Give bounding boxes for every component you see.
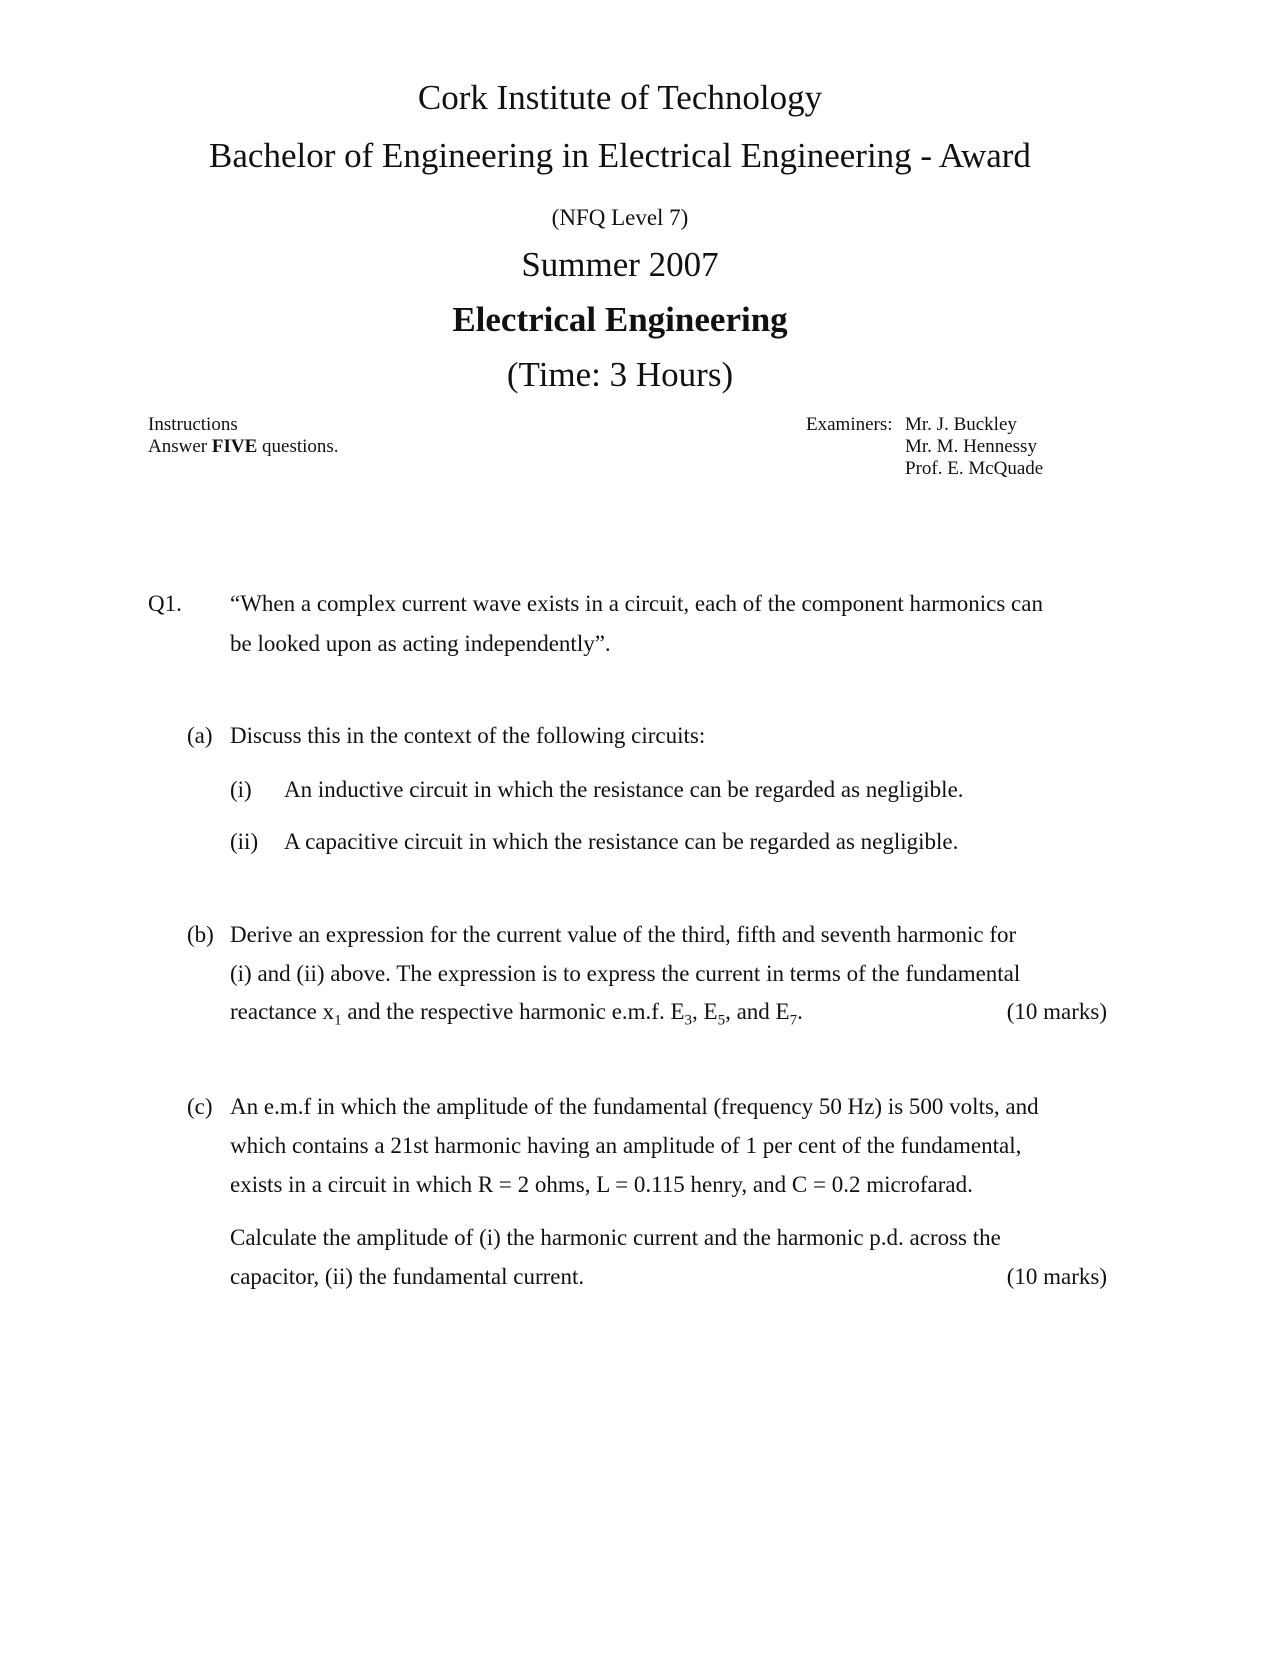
instructions-text: Answer FIVE questions. bbox=[148, 436, 339, 457]
part-a-text: Discuss this in the context of the following circuits: bbox=[230, 723, 706, 748]
instructions-block bbox=[148, 414, 339, 458]
examiner-name: Mr. M. Hennessy bbox=[905, 436, 1037, 457]
part-c-line: which contains a 21st harmonic having an amplitude of 1 per cent of the fundamental, bbox=[230, 1133, 1022, 1158]
subject-title: Electrical Engineering bbox=[452, 300, 788, 339]
part-c-line: exists in a circuit in which R = 2 ohms, L = 0.115 henry, and C = 0.2 microfarad. bbox=[230, 1172, 973, 1197]
instructions-heading: Instructions bbox=[148, 414, 238, 435]
part-a-item-label: (i) bbox=[230, 777, 252, 802]
part-c-calc-line: capacitor, (ii) the fundamental current. bbox=[230, 1264, 585, 1289]
exam-session: Summer 2007 bbox=[521, 245, 719, 284]
part-b-line: reactance $x_1$ and the respective harmonic e.m.f. $E_3$, $E_5$, and $E_7$. bbox=[230, 999, 803, 1029]
question-count: FIVE bbox=[211, 436, 258, 457]
institution-name: Cork Institute of Technology bbox=[417, 78, 823, 117]
part-b-line: Derive an expression for the current value of the third, fifth and seventh harmonic for bbox=[230, 922, 1017, 947]
part-a-item-label: (ii) bbox=[230, 829, 259, 854]
question-number: Q1. bbox=[148, 591, 182, 616]
part-b-label: (b) bbox=[187, 922, 214, 947]
part-c-label: (c) bbox=[187, 1094, 213, 1119]
part-a-label: (a) bbox=[187, 723, 213, 748]
question-quote-line: be looked upon as acting independently”. bbox=[230, 631, 611, 656]
part-b-line: (i) and (ii) above. The expression is to express the current in terms of the fundamental bbox=[230, 961, 1021, 986]
nfq-level: (NFQ Level 7) bbox=[551, 205, 689, 230]
part-c-calc-line: Calculate the amplitude of (i) the harmonic current and the harmonic p.d. across the bbox=[230, 1225, 1001, 1250]
examiners-list bbox=[905, 414, 1043, 480]
examiner-name: Prof. E. McQuade bbox=[905, 458, 1044, 479]
question-quote-line: “When a complex current wave exists in a circuit, each of the component harmonics can bbox=[230, 591, 1043, 616]
exam-duration: (Time: 3 Hours) bbox=[506, 355, 734, 394]
examiner-name: Mr. J. Buckley bbox=[905, 414, 1017, 435]
part-a-item-text: An inductive circuit in which the resistance can be regarded as negligible. bbox=[284, 777, 964, 802]
part-c-line: An e.m.f in which the amplitude of the fundamental (frequency 50 Hz) is 500 volts, and bbox=[230, 1094, 1039, 1119]
programme-title: Bachelor of Engineering in Electrical Engineering - Award bbox=[209, 136, 1031, 175]
examiners-label: Examiners: bbox=[806, 414, 893, 435]
part-b-marks: (10 marks) bbox=[1006, 999, 1107, 1024]
part-c-marks: (10 marks) bbox=[1006, 1264, 1107, 1289]
part-a-item-text: A capacitive circuit in which the resistance can be regarded as negligible. bbox=[284, 829, 959, 854]
